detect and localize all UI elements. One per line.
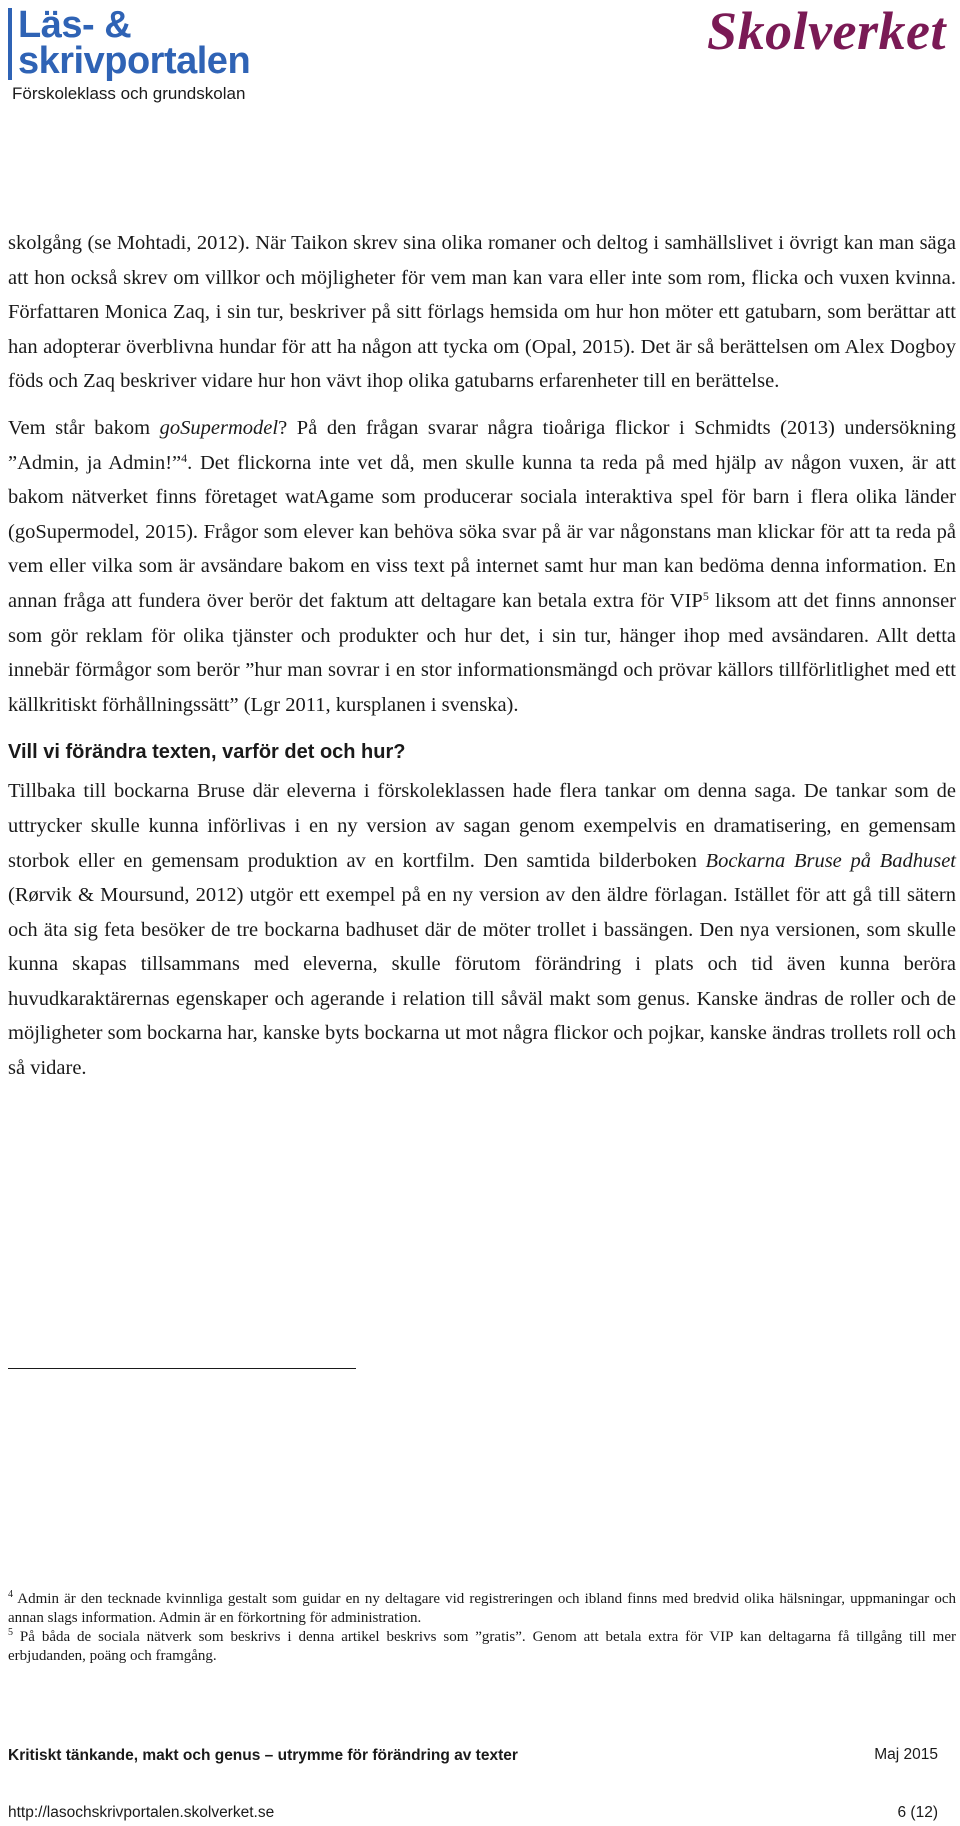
article-body — [8, 226, 956, 1086]
paragraph-3-text-b: (Rørvik & Moursund, 2012) utgör ett exempel på en ny version av den äldre förlagan. Istället för att gå till sätern och äta sig feta besöker de tre bockarna badhuset där de möter trollet i bassängen. Den nya versionen, som skulle kunna skapas tillsammans med eleverna, skulle förutom förändring i plats och tid även kunna beröra huvudkaraktärernas egenskaper och agerande i relation till såväl makt som genus. Kanske ändras de roller och de möjligheter som bockarna har, kanske byts bockarna ut mot några flickor och pojkar, kanske ändras trollets roll och så vidare. — [8, 884, 956, 1080]
logo-title-line2: skrivportalen — [18, 40, 251, 82]
book-title-italic: Bockarna Bruse på Badhuset — [705, 849, 956, 872]
skolverket-logo: Skolverket — [707, 1, 946, 61]
section-heading: Vill vi förändra texten, varför det och hur? — [8, 741, 406, 764]
footer-page-number: 6 (12) — [897, 1804, 938, 1821]
footnote-divider — [8, 1368, 356, 1369]
footnote-5 — [8, 1628, 956, 1666]
paragraph-3-text-a: Tillbaka till bockarna Bruse där eleverna i förskoleklassen hade flera tankar om denna saga. De tankar som de uttrycker skulle kunna införlivas i en ny version av sagan genom exempelvis en dramatisering, en gemensam storbok eller en gemensam produktion av en kortfilm. Den samtida bilderboken — [8, 780, 956, 872]
paragraph-2-text-d: liksom att det finns annonser som gör reklam för olika tjänster och produkter och hur det, i sin tur, hänger ihop med avsändaren. Allt detta innebär förmågor som berör ”hur man sovrar i en stor informationsmängd och prövar källors tillförlitlighet med ett källkritiskt förhållningssätt” (Lgr 2011, kursplanen i svenska). — [8, 589, 956, 716]
logo-subtitle: Förskoleklass och grundskolan — [12, 84, 246, 103]
paragraph-2 — [8, 411, 956, 722]
footnote-4 — [8, 1590, 956, 1628]
gosupermodel-italic: goSupermodel — [159, 416, 279, 439]
footnote-5-text: På båda de sociala nätverk som beskrivs i denna artikel beskrivs som ”gratis”. Genom att betala extra för VIP kan deltagarna få tillgång till mer erbjudanden, poäng och framgång. — [8, 1629, 956, 1664]
footnote-4-text: Admin är den tecknade kvinnliga gestalt som guidar en ny deltagare vid registreringen och ibland finns med bredvid olika hälsningar, uppmaningar och annan slags information. Admin är en förkortning för administration. — [8, 1591, 956, 1626]
footnotes — [8, 1590, 956, 1666]
page-header — [0, 0, 960, 110]
logo-title-line1: Läs- & — [18, 4, 132, 46]
paragraph-2-text-a: Vem står bakom — [8, 416, 160, 439]
paragraph-1-text: skolgång (se Mohtadi, 2012). När Taikon skrev sina olika romaner och deltog i samhällslivet i övrigt kan man säga att hon också skrev om villkor och möjligheter för vem man kan vara eller inte som rom, flicka och vuxen kvinna. Författaren Monica Zaq, i sin tur, beskriver på sitt förlags hemsida om hur hon möter ett gatubarn, som berättar att han adopterar överblivna hundar för att ha någon att tycka om (Opal, 2015). Det är så berättelsen om Alex Dogboy föds och Zaq beskriver vidare hur hon vävt ihop olika gatubarns erfarenheter till en berättelse. — [8, 232, 956, 393]
paragraph-3 — [8, 774, 956, 1085]
footnote-ref-4[interactable]: 4 — [181, 450, 188, 465]
footnote-5-number: 5 — [8, 1627, 13, 1638]
footer-document-title: Kritiskt tänkande, makt och genus – utrymme för förändring av texter — [8, 1747, 518, 1764]
footer-date: Maj 2015 — [874, 1746, 938, 1763]
logo-accent-bar — [8, 8, 12, 80]
footer-url-link[interactable]: http://lasochskrivportalen.skolverket.se — [8, 1804, 275, 1821]
footnote-ref-5[interactable]: 5 — [702, 588, 709, 603]
paragraph-2-text-c: . Det flickorna inte vet då, men skulle kunna ta reda på med hjälp av någon vuxen, är att bakom nätverket finns företaget watAgame som producerar sociala interaktiva spel för barn i flera olika länder (goSupermodel, 2015). Frågor som elever kan behöva söka svar på är var någonstans man klickar för att ta reda på vem eller vilka som är avsändare bakom en viss text på internet samt hur man kan bedöma denna information. En annan fråga att fundera över berör det faktum att deltagare kan betala extra för VIP — [8, 451, 956, 612]
footnote-4-number: 4 — [8, 1589, 13, 1600]
paragraph-1 — [8, 226, 956, 399]
paragraph-2-text-b: ? På den frågan svarar några tioåriga flickor i Schmidts (2013) undersökning ”Admin, ja Admin!” — [8, 416, 956, 474]
